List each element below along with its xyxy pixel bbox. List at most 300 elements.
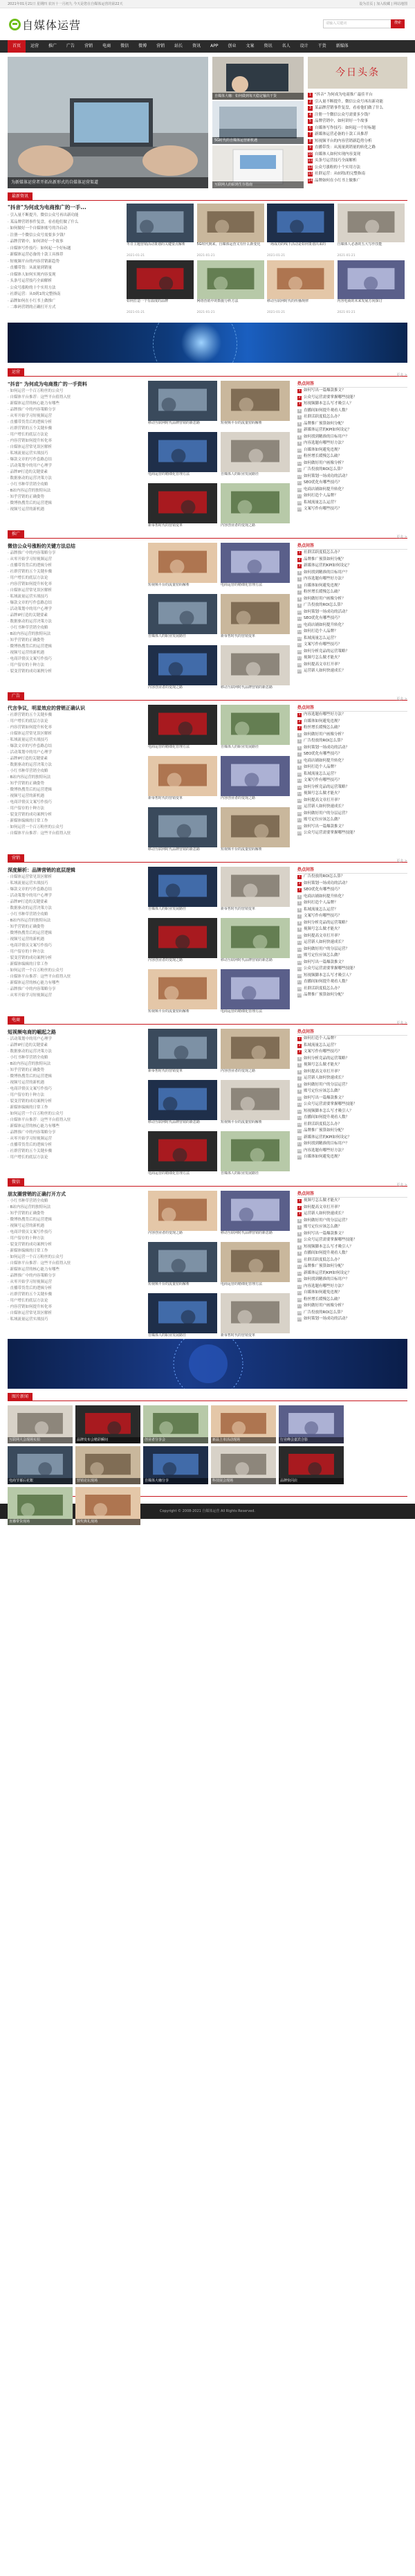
thumb-card[interactable] — [221, 1242, 290, 1291]
nav-item[interactable]: 干货 — [317, 44, 326, 48]
qa-item[interactable] — [297, 622, 407, 629]
headline-item[interactable] — [308, 132, 407, 138]
list-item[interactable]: · 自媒体运营常见误区解析 — [8, 588, 52, 593]
list-item[interactable]: · 短视频平台的内容营销新趋势 — [8, 259, 59, 264]
list-item[interactable]: · 从零开始学习短视频运营 — [8, 1137, 52, 1141]
qa-item[interactable] — [297, 668, 407, 675]
thumb-card[interactable] — [148, 1191, 217, 1240]
list-item[interactable]: · 用户增长的底层方法论 — [8, 719, 48, 723]
qa-item[interactable] — [297, 1316, 407, 1323]
qa-item[interactable] — [297, 939, 407, 946]
news-card[interactable] — [127, 204, 194, 258]
thumb-card[interactable] — [221, 1029, 290, 1078]
list-item[interactable]: · 社群营销的五个关键步骤 — [8, 1149, 52, 1153]
qa-item[interactable] — [297, 830, 407, 837]
site-logo[interactable] — [9, 17, 81, 33]
list-item[interactable]: · 视频号运营的新机遇 — [8, 937, 44, 942]
hero-tile[interactable] — [212, 101, 304, 144]
gallery-item[interactable] — [211, 1405, 276, 1443]
qa-item[interactable] — [297, 1148, 407, 1155]
section-tab-label[interactable]: 营销 — [8, 854, 24, 863]
headline-item[interactable] — [308, 178, 407, 185]
news-card[interactable] — [267, 260, 334, 314]
qa-item[interactable] — [297, 986, 407, 993]
list-item[interactable]: · 数据驱动的运营决策方法 — [8, 906, 52, 910]
nav-item[interactable]: 名人 — [282, 44, 290, 48]
qa-item[interactable] — [297, 798, 407, 804]
section-tab-label[interactable]: 推广 — [8, 530, 24, 539]
section-tab-label[interactable]: 最新资讯 — [8, 192, 33, 201]
news-card[interactable] — [197, 260, 264, 314]
list-item[interactable]: · 私域流量运营实战技巧 — [8, 1317, 48, 1322]
list-item[interactable]: · 品牌推广中的内容策略分享 — [8, 408, 56, 412]
thumb-card[interactable] — [148, 645, 217, 694]
list-item[interactable]: · 用户留存的十种方法 — [8, 1236, 44, 1241]
list-item[interactable]: · 裂变营销的成功案例分析 — [8, 1099, 52, 1104]
list-item[interactable]: · 小红书种草营销全攻略 — [8, 626, 48, 630]
more-link[interactable]: 更多 > — [396, 1183, 407, 1187]
thumb-card[interactable] — [221, 432, 290, 481]
hero-caption[interactable]: 为新媒体运营者开拓出新形式的自媒体运营渠道 — [8, 177, 208, 188]
qa-item[interactable] — [297, 953, 407, 960]
section-headline[interactable]: 微信公众号涨粉的关键方法总结 — [8, 543, 75, 549]
qa-item[interactable] — [297, 1095, 407, 1102]
qa-item[interactable] — [297, 1198, 407, 1205]
nav-item[interactable]: 微博 — [138, 44, 147, 48]
list-item[interactable]: · 如何运营一个百万粉丝的公众号 — [8, 969, 64, 973]
qa-item[interactable] — [297, 874, 407, 881]
qa-item[interactable] — [297, 1284, 407, 1290]
list-item[interactable]: · 爆款文章的写作套路总结 — [8, 888, 52, 892]
list-item[interactable]: · 自媒体平台推荐：这些平台值得入驻 — [8, 831, 71, 836]
headline-item[interactable] — [308, 145, 407, 152]
qa-item[interactable] — [297, 712, 407, 719]
qa-item[interactable] — [297, 1082, 407, 1089]
qa-item[interactable] — [297, 408, 407, 415]
qa-item[interactable] — [297, 506, 407, 513]
list-item[interactable]: · 电商详情页文案写作技巧 — [8, 800, 52, 804]
qa-item[interactable] — [297, 649, 407, 656]
search-button[interactable]: 搜索 — [391, 19, 405, 28]
section-headline[interactable]: 朋友圈营销的正确打开方式 — [8, 1191, 66, 1197]
list-item[interactable]: · 内容营销如何提升转化率 — [8, 439, 52, 443]
gallery-item[interactable] — [279, 1405, 344, 1443]
list-item[interactable]: · 微博热搜背后的运营逻辑 — [8, 788, 52, 792]
qa-item[interactable] — [297, 596, 407, 603]
list-item[interactable]: · 品牌推广中的内容策略分享 — [8, 987, 56, 991]
qa-item[interactable] — [297, 563, 407, 570]
list-item[interactable]: · 社群营销的五个关键步骤 — [8, 426, 52, 431]
headline-item[interactable] — [308, 118, 407, 125]
qa-item[interactable] — [297, 1036, 407, 1043]
list-item[interactable]: · 内容营销如何提升转化率 — [8, 1305, 52, 1309]
qa-item[interactable] — [297, 1257, 407, 1264]
qa-item[interactable] — [297, 946, 407, 953]
thumb-card[interactable] — [221, 543, 290, 592]
qa-item[interactable] — [297, 920, 407, 927]
qa-item[interactable] — [297, 887, 407, 894]
qa-item[interactable] — [297, 966, 407, 973]
list-item[interactable]: · 从零开始学习短视频运营 — [8, 414, 52, 418]
gallery-item[interactable] — [75, 1405, 140, 1443]
list-item[interactable]: · 活动策划中的用户心理学 — [8, 607, 52, 611]
qa-item[interactable] — [297, 784, 407, 791]
list-item[interactable]: · 新媒体运营的核心能力有哪些 — [8, 981, 59, 985]
headline-item[interactable] — [308, 138, 407, 145]
thumb-card[interactable] — [221, 1080, 290, 1129]
list-item[interactable]: · 自媒体运营常见误区解析 — [8, 875, 52, 879]
qa-item[interactable] — [297, 629, 407, 636]
qa-item[interactable] — [297, 817, 407, 824]
list-item[interactable]: · 注册一个微信公众号需要多少钱？ — [8, 233, 67, 237]
list-item[interactable]: · 如何运营一个百万粉丝的公众号 — [8, 1255, 64, 1259]
gallery-item[interactable] — [8, 1405, 73, 1443]
nav-item[interactable]: 新媒体 — [335, 44, 349, 48]
qa-item[interactable] — [297, 1049, 407, 1056]
qa-item[interactable] — [297, 493, 407, 500]
nav-item[interactable]: 资讯 — [192, 44, 201, 48]
qa-item[interactable] — [297, 401, 407, 408]
qa-item[interactable] — [297, 1128, 407, 1135]
list-item[interactable]: · 内容营销如何提升转化率 — [8, 582, 52, 586]
qa-item[interactable] — [297, 388, 407, 395]
news-card[interactable] — [338, 204, 405, 258]
list-item[interactable]: · 品牌IP打造的关键要素 — [8, 900, 48, 904]
list-item[interactable]: · 如何运营一个百万粉丝的公众号 — [8, 389, 64, 393]
qa-item[interactable] — [297, 1297, 407, 1304]
list-item[interactable]: · 知乎营销的正确姿势 — [8, 638, 44, 642]
list-item[interactable]: · 自媒体写作技巧：如何起一个好标题 — [8, 246, 71, 251]
list-item[interactable]: · B站内容运营的独特玩法 — [8, 919, 51, 923]
list-item[interactable]: · 视频号运营的新机遇 — [8, 1081, 44, 1085]
list-item[interactable]: · 用户留存的十种方法 — [8, 663, 44, 667]
headline-item[interactable] — [308, 105, 407, 112]
qa-item[interactable] — [297, 474, 407, 480]
qa-item[interactable] — [297, 1303, 407, 1310]
thumb-card[interactable] — [221, 969, 290, 1018]
list-item[interactable]: · 数据驱动的运营决策方法 — [8, 620, 52, 624]
thumb-card[interactable] — [148, 1131, 217, 1180]
list-item[interactable]: · 视频号运营的新机遇 — [8, 1224, 44, 1228]
list-item[interactable]: · 从零开始学习短视频运营 — [8, 993, 52, 998]
list-item[interactable]: · 引入量不断提升，微信公众号再出新功能 — [8, 213, 79, 217]
section-tab-label[interactable]: 电商 — [8, 1016, 24, 1025]
list-item[interactable]: · 小红书种草营销全攻略 — [8, 1056, 48, 1060]
list-item[interactable]: · 新媒体编辑的日常工作 — [8, 1106, 48, 1110]
list-item[interactable]: · 知乎营销的正确姿势 — [8, 1068, 44, 1072]
list-item[interactable]: · 社群营销的五个关键步骤 — [8, 570, 52, 574]
qa-item[interactable] — [297, 421, 407, 428]
list-item[interactable]: · 知乎营销的正确姿势 — [8, 925, 44, 929]
qa-item[interactable] — [297, 824, 407, 831]
thumb-card[interactable] — [148, 1293, 217, 1342]
list-item[interactable]: · 私域流量运营实战技巧 — [8, 451, 48, 456]
qa-item[interactable] — [297, 926, 407, 933]
section-headline[interactable]: 代言争议，明星效应的营销正确认识 — [8, 705, 85, 711]
list-item[interactable]: · 知乎营销的正确姿势 — [8, 782, 44, 786]
thumb-card[interactable] — [148, 1029, 217, 1078]
list-item[interactable]: · 微博热搜背后的运营逻辑 — [8, 1074, 52, 1079]
thumb-card[interactable] — [221, 867, 290, 916]
qa-item[interactable] — [297, 1043, 407, 1050]
top-links[interactable]: 设为首页 | 加入收藏 | 网站地图 — [359, 2, 407, 6]
list-item[interactable]: · 小红书种草营销全攻略 — [8, 912, 48, 917]
list-item[interactable]: · 直播带货背后的逻辑分析 — [8, 564, 52, 568]
list-item[interactable]: · 知乎营销的正确姿势 — [8, 495, 44, 499]
list-item[interactable]: · 自媒体平台推荐：这些平台值得入驻 — [8, 975, 71, 979]
thumb-card[interactable] — [148, 867, 217, 916]
qa-item[interactable] — [297, 1088, 407, 1095]
thumb-card[interactable] — [148, 483, 217, 532]
qa-item[interactable] — [297, 609, 407, 616]
nav-item[interactable]: 电商 — [102, 44, 111, 48]
news-card[interactable] — [267, 204, 334, 258]
qa-item[interactable] — [297, 900, 407, 907]
list-item[interactable]: · 自媒体平台推荐：这些平台值得入驻 — [8, 395, 71, 399]
hero-image[interactable] — [8, 57, 208, 188]
qa-item[interactable] — [297, 979, 407, 986]
ad-banner-bottom[interactable] — [8, 1339, 407, 1389]
headline-item[interactable] — [308, 152, 407, 159]
list-item[interactable]: · 微博热搜背后的运营逻辑 — [8, 645, 52, 649]
ad-banner[interactable] — [8, 323, 407, 363]
qa-item[interactable] — [297, 550, 407, 557]
list-item[interactable]: · 裂变营销的成功案例分析 — [8, 813, 52, 817]
list-item[interactable]: · 数据驱动的运营决策方法 — [8, 476, 52, 480]
thumb-card[interactable] — [221, 1131, 290, 1180]
list-item[interactable]: · 用户增长的底层方法论 — [8, 433, 48, 437]
list-item[interactable]: · B站内容运营的独特玩法 — [8, 632, 51, 636]
qa-item[interactable] — [297, 1056, 407, 1063]
qa-item[interactable] — [297, 576, 407, 583]
list-item[interactable]: · 活动策划中的用户心理学 — [8, 894, 52, 898]
qa-item[interactable] — [297, 395, 407, 402]
list-item[interactable]: · 某品牌营销事件复盘，看看他们做了什么 — [8, 219, 79, 224]
list-item[interactable]: · 社群营销的五个关键步骤 — [8, 1292, 52, 1297]
list-item[interactable]: · 新媒体编辑的日常工作 — [8, 962, 48, 966]
list-item[interactable]: · 品牌推广中的内容策略分享 — [8, 1274, 56, 1278]
list-item[interactable]: · 新媒体编辑的日常工作 — [8, 1249, 48, 1253]
qa-item[interactable] — [297, 615, 407, 622]
qa-item[interactable] — [297, 745, 407, 752]
qa-item[interactable] — [297, 583, 407, 590]
nav-item[interactable]: 文案 — [246, 44, 255, 48]
qa-item[interactable] — [297, 758, 407, 765]
thumb-card[interactable] — [148, 381, 217, 430]
section-headline[interactable]: 短视频电商的崛起之路 — [8, 1029, 56, 1035]
list-item[interactable]: · 自媒体人如何实现内容变现 — [8, 272, 56, 277]
nav-item[interactable]: 营销 — [156, 44, 165, 48]
list-item[interactable]: · 微博热搜背后的运营逻辑 — [8, 931, 52, 935]
list-item[interactable]: · 知乎营销的正确姿势 — [8, 1212, 44, 1216]
thumb-card[interactable] — [221, 594, 290, 643]
list-item[interactable]: · 公众号涨粉的十个实用方法 — [8, 285, 56, 290]
section-headline[interactable]: "抖音" 为何成为电商推广的一手资料 — [8, 381, 87, 387]
qa-item[interactable] — [297, 1062, 407, 1069]
thumb-card[interactable] — [221, 756, 290, 805]
list-item[interactable]: · 自媒体运营常见误区解析 — [8, 1311, 52, 1315]
section-tab-label[interactable]: 图片新闻 — [8, 1393, 33, 1401]
thumb-card[interactable] — [148, 432, 217, 481]
qa-item[interactable] — [297, 1211, 407, 1218]
qa-item[interactable] — [297, 427, 407, 434]
qa-item[interactable] — [297, 570, 407, 577]
qa-item[interactable] — [297, 642, 407, 649]
gallery-item[interactable] — [75, 1446, 140, 1484]
qa-item[interactable] — [297, 933, 407, 940]
list-item[interactable]: · 新媒体编辑的日常工作 — [8, 819, 48, 823]
gallery-item[interactable] — [143, 1446, 208, 1484]
list-item[interactable]: · 活动策划中的用户心理学 — [8, 750, 52, 755]
thumb-card[interactable] — [221, 381, 290, 430]
list-item[interactable]: · 内容营销如何提升转化率 — [8, 726, 52, 730]
nav-item[interactable]: 广告 — [66, 44, 75, 48]
list-item[interactable]: · 如何运营一个百万粉丝的公众号 — [8, 825, 64, 829]
thumb-card[interactable] — [148, 543, 217, 592]
nav-item[interactable]: 设计 — [299, 44, 308, 48]
list-item[interactable]: · 小红书种草营销全攻略 — [8, 769, 48, 773]
qa-item[interactable] — [297, 1290, 407, 1297]
gallery-item[interactable] — [279, 1446, 344, 1484]
list-item[interactable]: · 用户留存的十种方法 — [8, 807, 44, 811]
list-item[interactable]: · 电商详情页文案写作技巧 — [8, 657, 52, 661]
gallery-item[interactable] — [143, 1405, 208, 1443]
list-item[interactable]: · 品牌IP打造的关键要素 — [8, 613, 48, 618]
more-link[interactable]: 更多 > — [396, 373, 407, 377]
list-item[interactable]: · B站内容运营的独特玩法 — [8, 1062, 51, 1066]
qa-item[interactable] — [297, 1277, 407, 1284]
more-link[interactable]: 更多 > — [396, 1021, 407, 1025]
thumb-card[interactable] — [148, 918, 217, 967]
thumb-card[interactable] — [221, 483, 290, 532]
qa-item[interactable] — [297, 804, 407, 811]
toutiao-banner[interactable] — [308, 57, 407, 89]
list-item[interactable]: · 自媒体运营常见误区解析 — [8, 732, 52, 736]
qa-item[interactable] — [297, 1101, 407, 1108]
nav-item[interactable]: 首页 — [8, 40, 26, 53]
list-item[interactable]: · 用户增长的底层方法论 — [8, 1155, 48, 1160]
list-item[interactable]: · 电商详情页文案写作技巧 — [8, 1087, 52, 1091]
list-item[interactable]: · 自媒体平台推荐：这些平台值得入驻 — [8, 1261, 71, 1266]
more-link[interactable]: 更多 > — [396, 697, 407, 701]
qa-item[interactable] — [297, 1108, 407, 1115]
list-item[interactable]: · 品牌营销中，如何讲好一个故事 — [8, 240, 64, 244]
qa-item[interactable] — [297, 992, 407, 999]
qa-item[interactable] — [297, 791, 407, 798]
list-item[interactable]: · 从零开始学习短视频运营 — [8, 557, 52, 561]
list-item[interactable]: · 裂变营销的成功案例分析 — [8, 1243, 52, 1247]
headline-item[interactable] — [308, 99, 407, 106]
qa-item[interactable] — [297, 434, 407, 441]
list-item[interactable]: · 用户留存的十种方法 — [8, 1093, 44, 1097]
thumb-card[interactable] — [148, 1080, 217, 1129]
thumb-card[interactable] — [221, 918, 290, 967]
list-item[interactable]: · 小红书种草营销全攻略 — [8, 483, 48, 487]
section-tab-label[interactable]: 广告 — [8, 692, 24, 701]
news-card[interactable] — [127, 260, 194, 314]
news-card[interactable] — [197, 204, 264, 258]
qa-item[interactable] — [297, 913, 407, 920]
gallery-item[interactable] — [75, 1487, 140, 1525]
list-item[interactable]: · 社群营销的五个关键步骤 — [8, 713, 52, 717]
headline-item[interactable] — [308, 125, 407, 132]
nav-item[interactable]: 微信 — [120, 44, 129, 48]
qa-item[interactable] — [297, 1231, 407, 1238]
nav-item[interactable]: APP — [210, 44, 219, 48]
qa-item[interactable] — [297, 602, 407, 609]
qa-item[interactable] — [297, 589, 407, 596]
list-item[interactable]: · 如何运营一个百万粉丝的公众号 — [8, 1112, 64, 1116]
qa-item[interactable] — [297, 1135, 407, 1142]
list-item[interactable]: · 私域流量运营实战技巧 — [8, 881, 48, 885]
list-item[interactable]: · 自媒体平台推荐：这些平台值得入驻 — [8, 1118, 71, 1122]
thumb-card[interactable] — [221, 705, 290, 754]
qa-item[interactable] — [297, 414, 407, 421]
list-item[interactable]: · 二维码营销的正确打开方式 — [8, 305, 56, 309]
list-item[interactable]: · 新媒体运营的核心能力有哪些 — [8, 1124, 59, 1128]
nav-item[interactable]: 资讯 — [264, 44, 273, 48]
thumb-card[interactable] — [148, 594, 217, 643]
qa-item[interactable] — [297, 751, 407, 758]
qa-item[interactable] — [297, 719, 407, 726]
list-item[interactable]: · 小红书种草营销全攻略 — [8, 1199, 48, 1203]
qa-item[interactable] — [297, 1122, 407, 1128]
list-item[interactable]: · 用户留存的十种方法 — [8, 950, 44, 954]
qa-item[interactable] — [297, 500, 407, 507]
qa-item[interactable] — [297, 725, 407, 732]
list-item[interactable]: · B站内容运营的独特玩法 — [8, 775, 51, 780]
list-item[interactable]: · 活动策划中的用户心理学 — [8, 1037, 52, 1041]
more-link[interactable]: 更多 > — [396, 535, 407, 539]
nav-item[interactable]: 运营 — [30, 44, 39, 48]
list-item[interactable]: · 社群运营：从0到1的完整指南 — [8, 292, 61, 296]
qa-item[interactable] — [297, 811, 407, 818]
thumb-card[interactable] — [148, 807, 217, 856]
list-item[interactable]: · B站内容运营的独特玩法 — [8, 489, 51, 493]
qa-item[interactable] — [297, 973, 407, 980]
list-item[interactable]: · 数据驱动的运营决策方法 — [8, 763, 52, 767]
nav-item[interactable]: 创业 — [228, 44, 237, 48]
headline-item[interactable] — [308, 112, 407, 119]
thumb-card[interactable] — [221, 645, 290, 694]
qa-item[interactable] — [297, 1205, 407, 1212]
qa-item[interactable] — [297, 1075, 407, 1082]
section-tab-label[interactable]: 微信 — [8, 1178, 24, 1187]
list-item[interactable]: · 微博热搜背后的运营逻辑 — [8, 501, 52, 505]
news-card[interactable] — [338, 260, 405, 314]
list-item[interactable]: · 品牌推广中的内容策略分享 — [8, 551, 56, 555]
list-item[interactable]: · 爆款文章的写作套路总结 — [8, 601, 52, 605]
headline-item[interactable] — [308, 158, 407, 165]
thumb-card[interactable] — [148, 969, 217, 1018]
qa-item[interactable] — [297, 662, 407, 669]
qa-item[interactable] — [297, 557, 407, 564]
list-item[interactable]: · 电商详情页文案写作技巧 — [8, 944, 52, 948]
list-item[interactable]: · 品牌如何在小红书上做推广 — [8, 298, 56, 303]
qa-item[interactable] — [297, 1141, 407, 1148]
list-item[interactable]: · 私域流量运营实战技巧 — [8, 738, 48, 742]
search-input[interactable] — [323, 19, 405, 28]
list-item[interactable]: · 品牌推广中的内容策略分享 — [8, 1131, 56, 1135]
list-item[interactable]: · 头条号运营技巧全面解析 — [8, 279, 52, 283]
thumb-card[interactable] — [148, 705, 217, 754]
qa-item[interactable] — [297, 1310, 407, 1317]
thumb-card[interactable] — [221, 1191, 290, 1240]
headline-item[interactable] — [308, 171, 407, 178]
qa-item[interactable] — [297, 1154, 407, 1161]
list-item[interactable]: · 活动策划中的用户心理学 — [8, 464, 52, 468]
qa-item[interactable] — [297, 1237, 407, 1244]
